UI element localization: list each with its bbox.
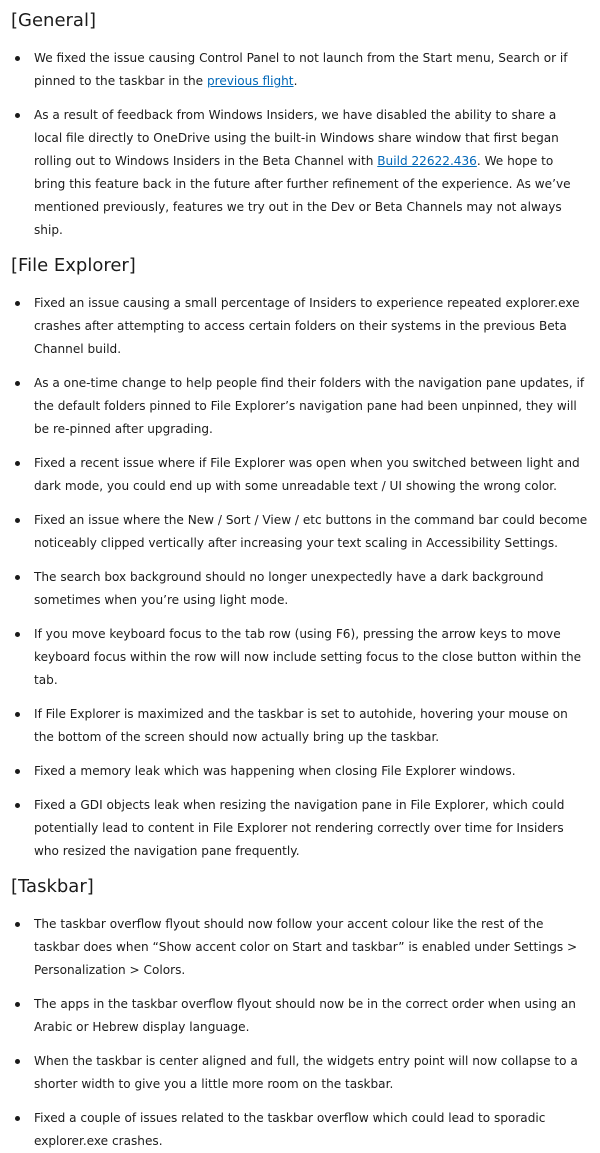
section-heading-file-explorer: [File Explorer] bbox=[11, 255, 136, 276]
list-item: Fixed a memory leak which was happening when closing File Explorer windows. bbox=[24, 760, 588, 783]
build-link[interactable]: Build 22622.436 bbox=[377, 154, 477, 168]
section-general bbox=[11, 8, 588, 242]
list-item: Fixed an issue causing a small percentage of Insiders to experience repeated explorer.exe crashes after attempting to access certain folders on their systems in the previous Beta Channel build. bbox=[24, 292, 588, 361]
list-item: The apps in the taskbar overflow flyout should now be in the correct order when using an Arabic or Hebrew display language. bbox=[24, 993, 588, 1039]
list-item: Fixed a GDI objects leak when resizing the navigation pane in File Explorer, which could potentially lead to content in File Explorer not rendering correctly over time for Insiders who resized the navigation pane frequently. bbox=[24, 794, 588, 863]
list-item: If File Explorer is maximized and the taskbar is set to autohide, hovering your mouse on the bottom of the screen should now actually bring up the taskbar. bbox=[24, 703, 588, 749]
file-explorer-list bbox=[11, 292, 588, 863]
section-heading-general: [General] bbox=[11, 10, 96, 31]
section-heading-taskbar: [Taskbar] bbox=[11, 876, 94, 897]
previous-flight-link[interactable]: previous flight bbox=[206, 74, 294, 88]
list-item: Fixed a recent issue where if File Explorer was open when you switched between light and dark mode, you could end up with some unreadable text / UI showing the wrong color. bbox=[24, 452, 588, 498]
list-item: If you move keyboard focus to the tab row (using F6), pressing the arrow keys to move keyboard focus within the row will now include setting focus to the close button within the tab. bbox=[24, 623, 588, 692]
taskbar-list bbox=[11, 913, 588, 1153]
section-file-explorer bbox=[11, 253, 588, 863]
list-item: Fixed an issue where the New / Sort / View / etc buttons in the command bar could become noticeably clipped vertically after increasing your text scaling in Accessibility Settings. bbox=[24, 509, 588, 555]
list-item: As a result of feedback from Windows Insiders, we have disabled the ability to share a local file directly to OneDrive using the built-in Windows share window that first began rolling out to Windows Insiders in the Beta Channel with Build 22622.436. We hope to bring this feature back in the future after further refinement of the experience. As we’ve mentioned previously, features we try out in the Dev or Beta Channels may not always ship. bbox=[24, 104, 588, 242]
list-item: Fixed a couple of issues related to the taskbar overflow which could lead to sporadic explorer.exe crashes. bbox=[24, 1107, 588, 1153]
section-taskbar bbox=[11, 874, 588, 1153]
list-item: As a one-time change to help people find their folders with the navigation pane updates, if the default folders pinned to File Explorer’s navigation pane had been unpinned, they will be re-pinned after upgrading. bbox=[24, 372, 588, 441]
list-item: The search box background should no longer unexpectedly have a dark background sometimes when you’re using light mode. bbox=[24, 566, 588, 612]
general-list bbox=[11, 47, 588, 242]
list-item: The taskbar overflow flyout should now follow your accent colour like the rest of the taskbar does when “Show accent color on Start and taskbar” is enabled under Settings > Personalization > Colors. bbox=[24, 913, 588, 982]
list-item: We fixed the issue causing Control Panel to not launch from the Start menu, Search or if pinned to the taskbar in the previous flight. bbox=[24, 47, 588, 93]
list-item: When the taskbar is center aligned and full, the widgets entry point will now collapse to a shorter width to give you a little more room on the taskbar. bbox=[24, 1050, 588, 1096]
